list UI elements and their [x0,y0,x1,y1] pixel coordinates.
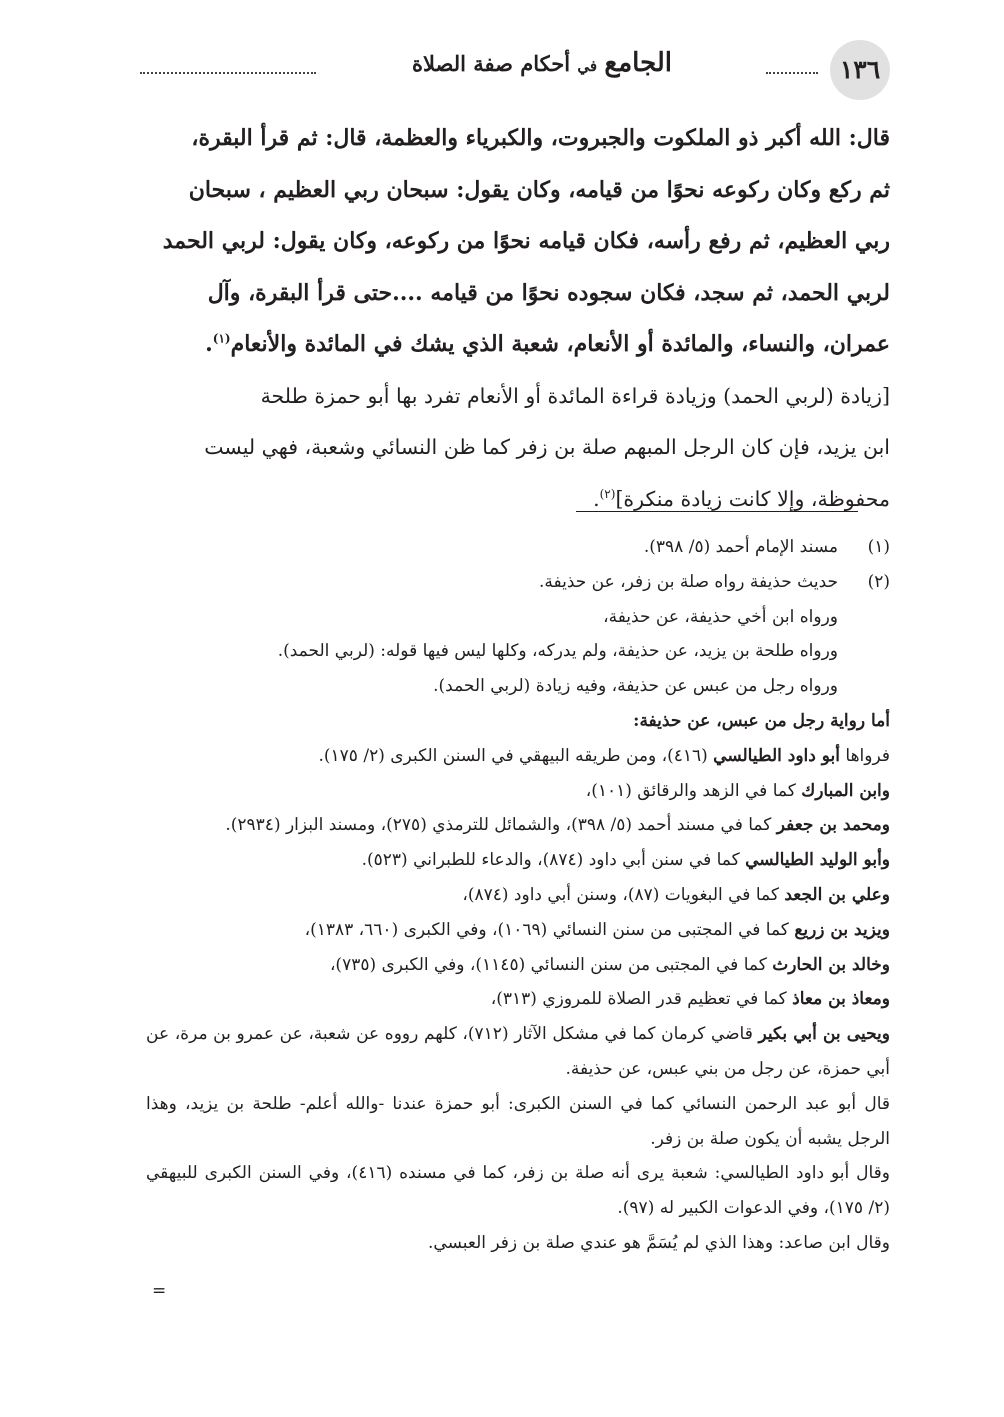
book-title-main: الجامع [604,48,673,78]
line-text: كما في البغويات (٨٧)، وسنن أبي داود (٨٧٤)، [462,884,785,905]
narrator-name: وخالد بن الحارث [772,954,890,975]
line-text: كما في سنن أبي داود (٨٧٤)، والدعاء للطبراني (٥٢٣). [361,850,746,871]
line-text: كما في الزهد والرقائق (١٠١)، [585,780,802,801]
footnote-text: حديث حذيفة رواه صلة بن زفر، عن حذيفة. [538,571,838,592]
footnote-text: مسند الإمام أحمد (٥/ ٣٩٨). [643,537,838,557]
footnote-line: ورواه رجل من عبس عن حذيفة، وفيه زيادة (لربي الحمد). [433,676,838,697]
hadith-line: ثم ركع وكان ركوعه نحوًا من قيامه، وكان يقول: سبحان ربي العظيم ، سبحان [188,176,890,203]
hadith-line: قال: الله أكبر ذو الملكوت والجبروت، والكبرياء والعظمة، قال: ثم قرأ البقرة، [191,125,890,151]
hadith-line-last [148,319,890,371]
header-dotted-rule-right [766,58,818,74]
narrator-name: ومعاذ بن معاذ [792,989,890,1010]
running-header [140,40,890,104]
line-text: كما في المجتبى من سنن النسائي (١١٤٥)، وفي الكبرى (٧٣٥)، [329,954,773,975]
narrator-name: وابن المبارك [801,780,890,801]
line-text: كما في مسند أحمد (٥/ ٣٩٨)، والشمائل للترمذي (٢٧٥)، ومسند البزار (٢٩٣٤). [225,815,777,836]
hadith-text: عمران، والنساء، والمائدة أو الأنعام، شعبة الذي يشك في المائدة والأنعام [230,331,890,357]
footnote-line: قال أبو عبد الرحمن النسائي كما في السنن الكبرى: أبو حمزة عندنا -والله أعلم- طلحة بن يزيد، وهذا الرجل يشبه أن يكون صلة بن زفر. [146,1093,890,1149]
narrator-name: ويزيد بن زريع [794,919,890,940]
narrator-line [146,1017,890,1087]
footnote-line: وقال ابن صاعد: وهذا الذي لم يُسَمَّ هو عندي صلة بن زفر العبسي. [428,1232,890,1253]
commentary-line-last [148,474,890,526]
continuation-mark: = [152,1281,167,1301]
hadith-line: ربي العظيم، ثم رفع رأسه، فكان قيامه نحوًا من ركوعه، وكان يقول: لربي الحمد [162,228,890,254]
narrator-name: ومحمد بن جعفر [776,815,890,836]
footnote-line: ورواه ابن أخي حذيفة، عن حذيفة، [603,606,838,627]
narrator-name: وأبو الوليد الطيالسي [745,850,890,871]
narrator-name: ويحيى بن أبي بكير [758,1024,890,1045]
book-title-fi: في [577,57,598,75]
narrator-name: أبو داود الطيالسي [713,745,840,766]
footnote-line: وقال أبو داود الطيالسي: شعبة يرى أنه صلة بن زفر، كما في مسنده (٤١٦)، وفي السنن الكبرى للبيهقي (٢/ ١٧٥)، وفي الدعوات الكبير له (٩٧). [146,1163,890,1219]
footnote-subheading [146,704,890,739]
commentary-line: ابن يزيد، فإن كان الرجل المبهم صلة بن زفر كما ظن النسائي وشعبة، فهي ليست [204,435,890,459]
commentary-line: [زيادة (لربي الحمد) وزيادة قراءة المائدة أو الأنعام تفرد بها أبو حمزة طلحة [260,383,890,408]
narrator-line [146,982,890,1017]
footnote-ref-1: (١) [212,331,231,346]
footnote-number: (٢) [867,571,890,592]
line-text: (٤١٦)، ومن طريقه البيهقي في السنن الكبرى (٢/ ١٧٥). [318,745,714,766]
book-title [327,48,757,78]
line-text: كما في المجتبى من سنن النسائي (١٠٦٩)، وفي الكبرى (٦٦٠، ١٣٨٣)، [304,919,795,940]
narrator-name: وعلي بن الجعد [784,884,890,905]
commentary-text: محفوظة، وإلا كانت زيادة منكرة] [615,486,890,511]
end-punct: . [593,486,600,511]
narrator-line [146,878,890,913]
narrator-line [146,913,890,948]
line-text: قاضي كرمان كما في مشكل الآثار (٧١٢)، كلهم رووه عن شعبة، عن عمرو بن مرة، عن أبي حمزة، عن رجل من بني عبس، عن حذيفة. [146,1024,890,1079]
narrator-line [146,948,890,983]
footnote-separator [576,511,858,512]
narrator-line [146,843,890,878]
footnote-2 [146,565,890,600]
end-punct: . [205,331,213,357]
page-number: ١٣٦ [830,40,890,100]
hadith-line: لربي الحمد، ثم سجد، فكان سجوده نحوًا من قيامه ....حتى قرأ البقرة، وآل [207,279,890,306]
book-title-rest: أحكام صفة الصلاة [411,51,571,76]
footnote-number: (١) [867,537,890,557]
narrator-line [146,808,890,843]
footnote-1 [146,530,890,565]
main-text [148,113,890,525]
narrator-line [146,774,890,809]
narrator-line [146,739,890,774]
footnote-line: ورواه طلحة بن يزيد، عن حذيفة، ولم يدركه، وكلها ليس فيها قوله: (لربي الحمد). [277,641,838,662]
line-text: كما في تعظيم قدر الصلاة للمروزي (٣١٣)، [490,989,793,1010]
header-dotted-rule-left [140,58,316,74]
footnote-ref-2: (٢) [599,486,616,501]
line-text: فرواها [840,745,890,766]
footnotes [146,530,890,1261]
subheading-text: أما رواية رجل من عبس، عن حذيفة: [633,710,890,731]
